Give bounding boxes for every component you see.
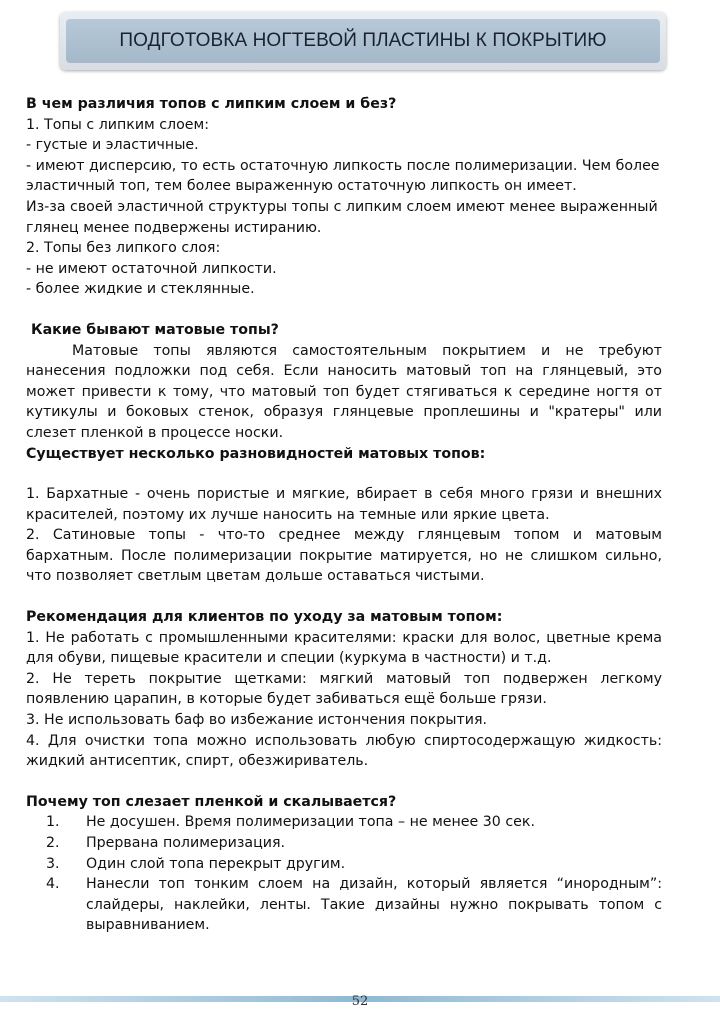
section-1-line: - имеют дисперсию, то есть остаточную липкость после полимеризации. Чем более эластичный топ, тем более выраженную остаточную липкость он имеет. [26, 157, 660, 195]
section-1-line: 2. Топы без липкого слоя: [26, 240, 221, 257]
list-item [26, 874, 662, 936]
care-recommendation-item: 3. Не использовать баф во избежание истончения покрытия. [26, 712, 488, 729]
matte-type-item: 2. Сатиновые топы - что-то среднее между глянцевым топом и матовым бархатным. После полимеризации покрытие матируется, но не слишком сильно, что позволяет светлым цветам дольше оставаться чистыми. [26, 527, 662, 585]
section-1-line: - не имеют остаточной липкости. [26, 260, 277, 277]
list-item [26, 854, 662, 875]
section-2-paragraph: Матовые топы являются самостоятельным покрытием и не требуют нанесения подложки под себя. Если наносить матовый топ на глянцевый, это может привести к тому, что матовый топ будет стягиваться к середине ногтя от кутикулы и боковых стенок, образуя глянцевые проплешины и "кратеры" или слезет пленкой в процессе носки. [26, 342, 662, 441]
list-item-text: Один слой топа перекрыт другим. [86, 855, 346, 872]
peeling-reasons-list [26, 812, 662, 936]
list-item-number: 4. [46, 876, 60, 893]
section-1-line: - более жидкие и стеклянные. [26, 281, 255, 298]
care-recommendation-item: 4. Для очистки топа можно использовать любую спиртосодержащую жидкость: жидкий антисептик, спирт, обезжириватель. [26, 732, 662, 770]
header-banner-inner [66, 19, 660, 63]
page-content [26, 94, 662, 936]
list-item-text: Не досушен. Время полимеризации топа – не менее 30 сек. [86, 814, 535, 831]
list-item-text: Прервана полимеризация. [86, 835, 286, 851]
list-item-text: Нанесли топ тонким слоем на дизайн, который является “инородным”: слайдеры, наклейки, ленты. Такие дизайны нужно покрывать топом с выравниванием. [86, 876, 662, 934]
list-item [26, 833, 662, 854]
list-item [26, 812, 662, 833]
care-recommendation-item: 2. Не тереть покрытие щетками: мягкий матовый топ подвержен легкому появлению царапин, в которые будет забиваться ещё больше грязи. [26, 670, 662, 708]
section-1-heading: В чем различия топов с липким слоем и без? [26, 96, 397, 112]
matte-type-item: 1. Бархатные - очень пористые и мягкие, вбирает в себя много грязи и внешних красителей, поэтому их лучше наносить на темные или яркие цвета. [26, 486, 662, 523]
section-4-heading: Почему топ слезает пленкой и скалывается? [26, 793, 397, 810]
section-1-line: - густые и эластичные. [26, 137, 199, 154]
header-banner [60, 12, 666, 70]
section-2-subheading: Существует несколько разновидностей матовых топов: [26, 445, 486, 462]
page-title: ПОДГОТОВКА НОГТЕВОЙ ПЛАСТИНЫ К ПОКРЫТИЮ [119, 30, 607, 51]
section-3-heading: Рекомендация для клиентов по уходу за матовым топом: [26, 609, 503, 626]
care-recommendation-item: 1. Не работать с промышленными красителями: краски для волос, цветные крема для обуви, пищевые красители и специи (куркума в частности) и т.д. [26, 629, 662, 667]
list-item-number: 2. [46, 835, 60, 851]
section-1-line: Из-за своей эластичной структуры топы с липким слоем имеют менее выраженный глянец менее подвержены истиранию. [26, 198, 658, 236]
list-item-number: 1. [46, 814, 60, 831]
list-item-number: 3. [46, 855, 60, 872]
section-1-line: 1. Топы с липким слоем: [26, 116, 210, 133]
page-number: 52 [351, 994, 369, 1009]
section-2-heading: Какие бывают матовые топы? [31, 321, 279, 338]
